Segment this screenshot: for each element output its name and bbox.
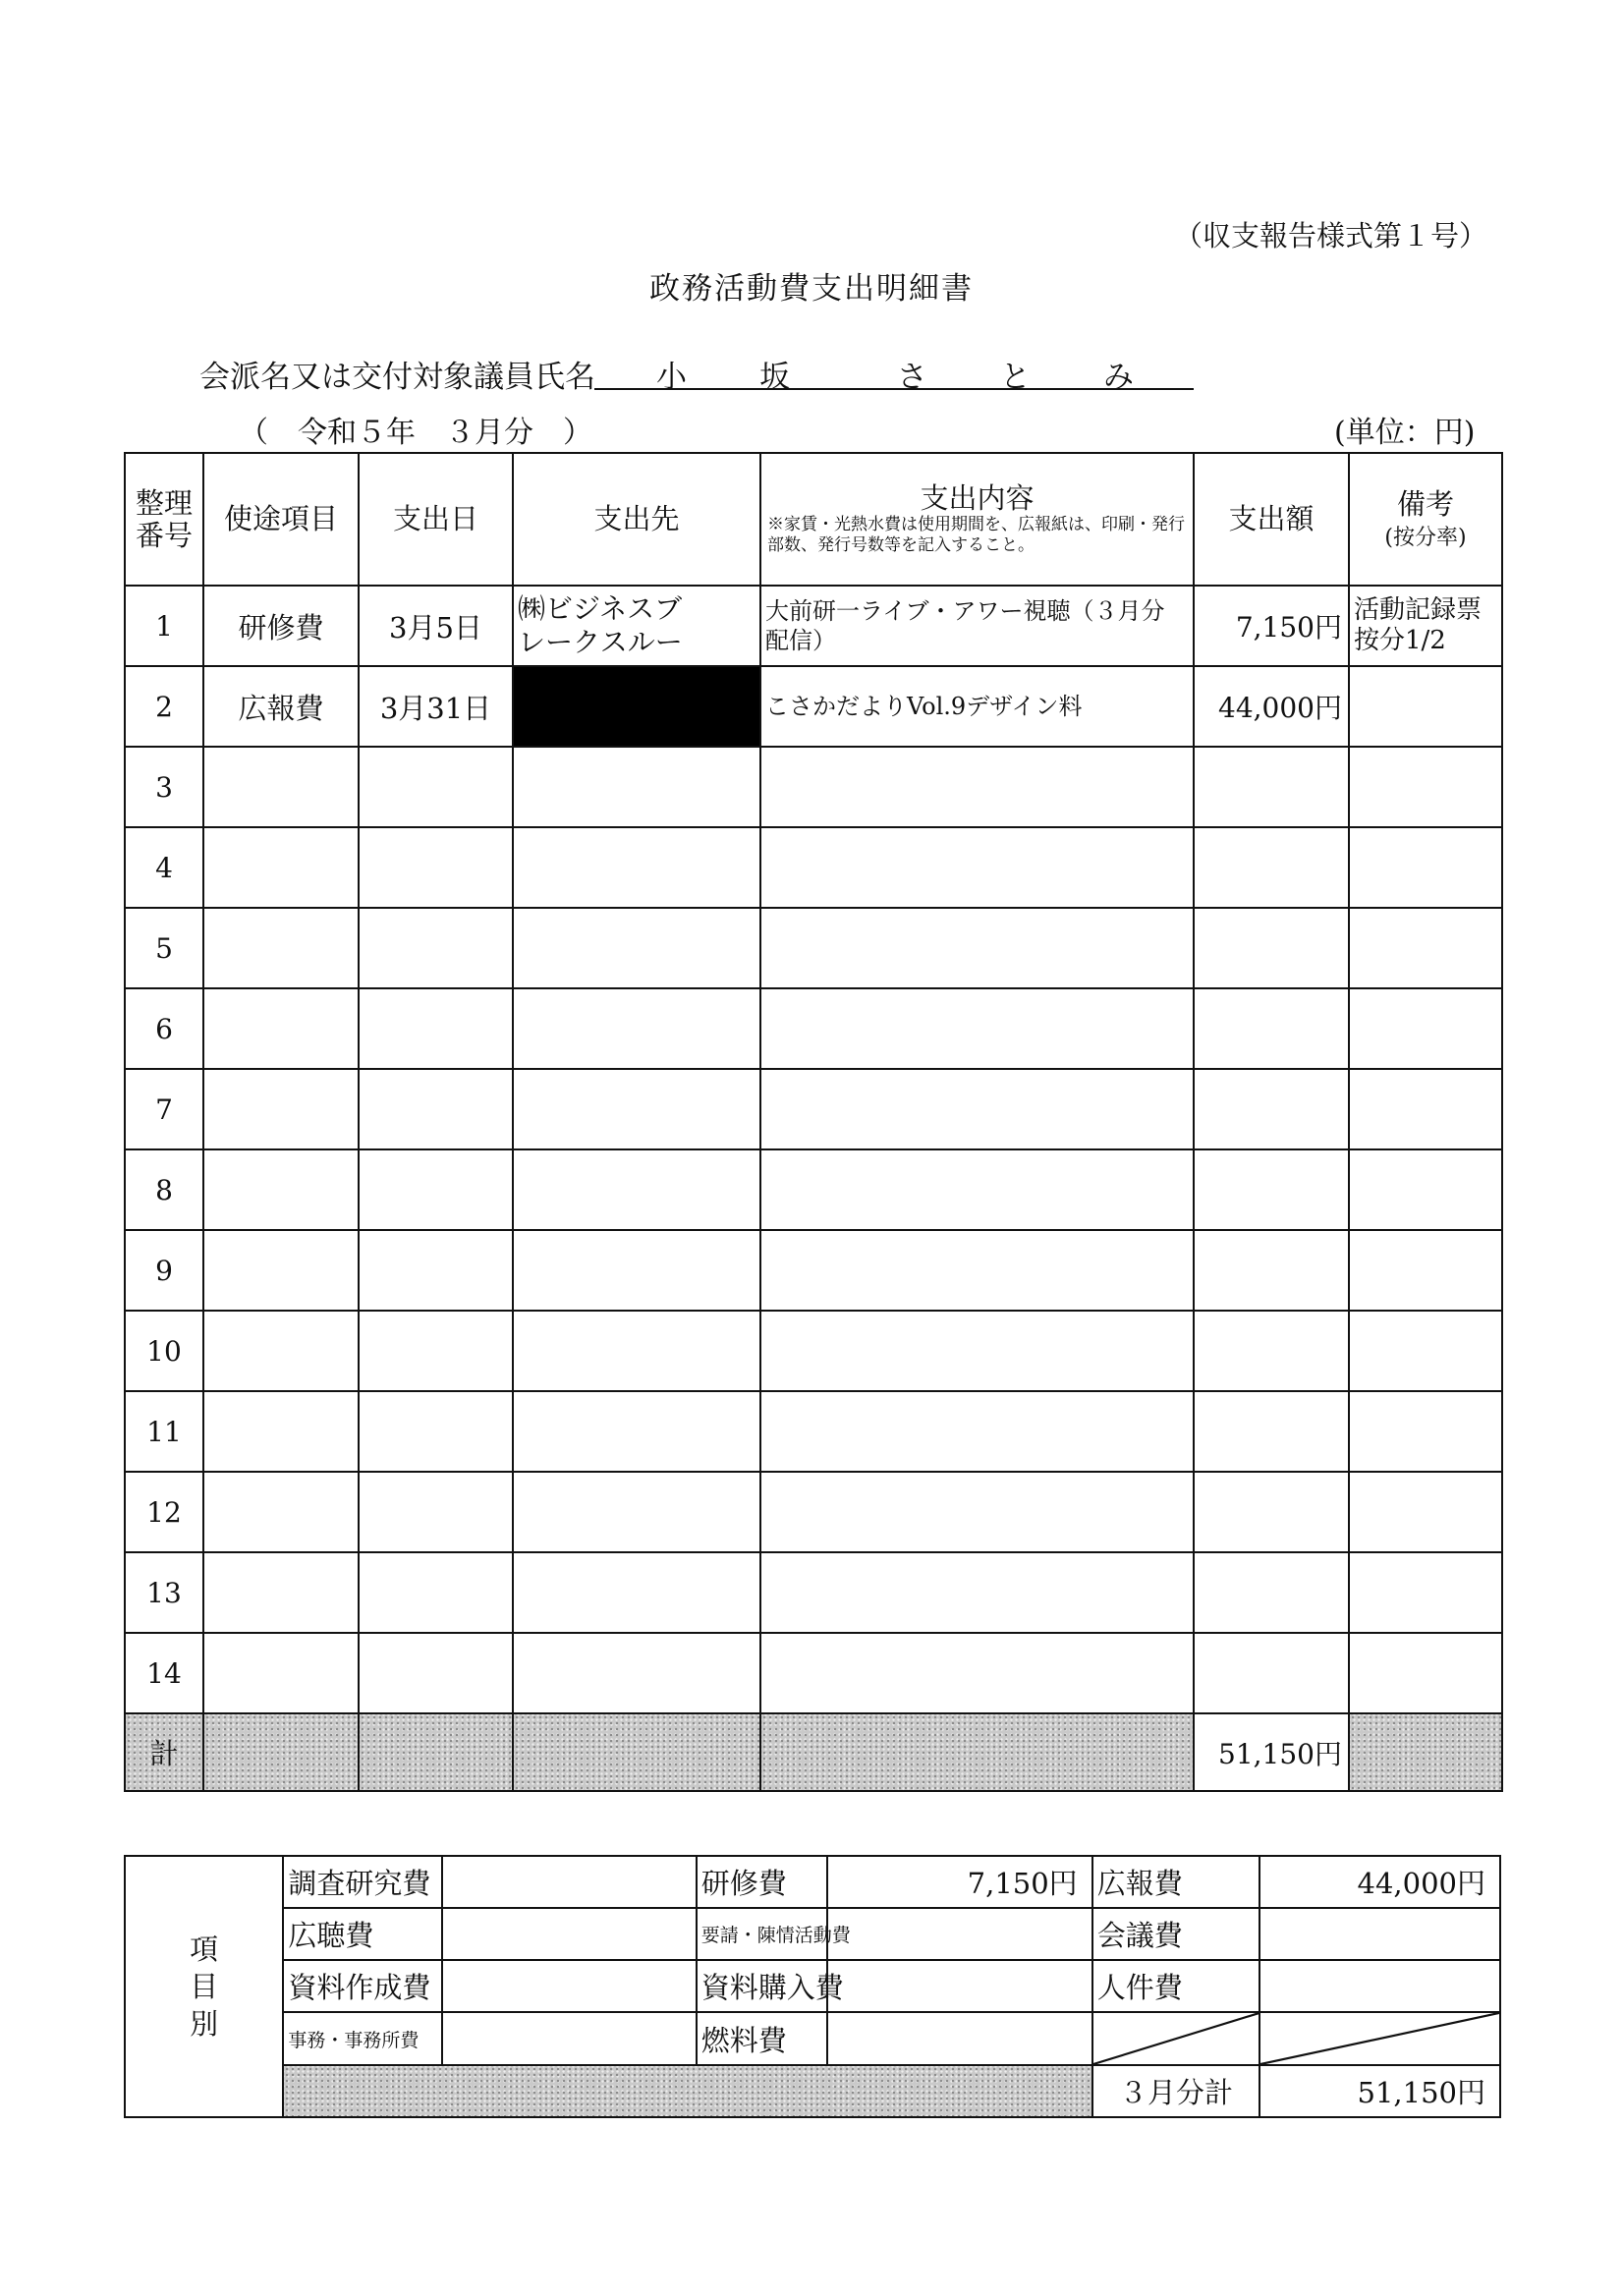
row-date: 3月5日 xyxy=(359,586,513,666)
value-jimusho xyxy=(442,2012,697,2065)
name-char: さ xyxy=(897,360,927,395)
row-number: 4 xyxy=(125,827,203,908)
header-payee: 支出先 xyxy=(513,453,760,586)
table-row xyxy=(125,988,1502,1069)
name-char: と xyxy=(1000,360,1031,395)
value-kaigi xyxy=(1259,1908,1500,1960)
name-char: 坂 xyxy=(759,360,790,395)
header-no: 整理番号 xyxy=(125,453,203,586)
name-label: 会派名又は交付対象議員氏名 xyxy=(199,360,595,395)
label-shiryo-konyu: 資料購入費 xyxy=(697,1960,828,2012)
row-content: 大前研一ライブ・アワー視聴（３月分 配信） xyxy=(760,586,1194,666)
summary-row xyxy=(125,1960,1500,2012)
summary-row xyxy=(125,2012,1500,2065)
strikethrough-cell xyxy=(1259,2012,1500,2065)
value-yosei xyxy=(827,1908,1091,1960)
table-row xyxy=(125,1230,1502,1311)
row-number: 9 xyxy=(125,1230,203,1311)
row-date: 3月31日 xyxy=(359,666,513,747)
summary-total-row xyxy=(125,2065,1500,2117)
row-payee: ㈱ビジネスブ レークスルー xyxy=(513,586,760,666)
label-koho: 広報費 xyxy=(1092,1856,1260,1908)
redacted-payee xyxy=(513,666,760,747)
header-use: 使途項目 xyxy=(203,453,359,586)
row-number: 14 xyxy=(125,1633,203,1713)
summary-row xyxy=(125,1856,1500,1908)
table-row xyxy=(125,747,1502,827)
label-kaigi: 会議費 xyxy=(1092,1908,1260,1960)
label-shiryo-sakusei: 資料作成費 xyxy=(283,1960,441,2012)
name-char: 小 xyxy=(656,360,687,395)
total-amount: 51,150円 xyxy=(1194,1713,1349,1791)
row-number: 3 xyxy=(125,747,203,827)
label-jinken: 人件費 xyxy=(1092,1960,1260,2012)
label-jimusho: 事務・事務所費 xyxy=(283,2012,441,2065)
table-row xyxy=(125,1311,1502,1391)
row-number: 5 xyxy=(125,908,203,988)
row-use: 広報費 xyxy=(203,666,359,747)
row-remarks: 活動記録票 按分1/2 xyxy=(1349,586,1502,666)
table-row xyxy=(125,908,1502,988)
month-total-label: ３月分計 xyxy=(1092,2065,1260,2117)
row-number: 7 xyxy=(125,1069,203,1149)
row-amount: 7,150円 xyxy=(1194,586,1349,666)
table-row xyxy=(125,586,1502,666)
row-use: 研修費 xyxy=(203,586,359,666)
report-period: （ 令和５年 ３月分 ） xyxy=(239,416,592,450)
table-row xyxy=(125,1633,1502,1713)
value-shiryo-konyu xyxy=(827,1960,1091,2012)
row-number: 8 xyxy=(125,1149,203,1230)
row-content: こさかだよりVol.9デザイン料 xyxy=(760,666,1194,747)
label-kocho: 広聴費 xyxy=(283,1908,441,1960)
value-kenshu: 7,150円 xyxy=(827,1856,1091,1908)
value-nenryo xyxy=(827,2012,1091,2065)
row-number: 12 xyxy=(125,1472,203,1552)
table-row xyxy=(125,1391,1502,1472)
label-yosei: 要請・陳情活動費 xyxy=(697,1908,828,1960)
table-row xyxy=(125,827,1502,908)
table-header-row xyxy=(125,453,1502,586)
table-row xyxy=(125,1472,1502,1552)
expense-detail-table xyxy=(124,452,1503,1792)
value-shiryo-sakusei xyxy=(442,1960,697,2012)
strikethrough-cell xyxy=(1092,2012,1260,2065)
value-jinken xyxy=(1259,1960,1500,2012)
shaded-area xyxy=(283,2065,1091,2117)
value-koho: 44,000円 xyxy=(1259,1856,1500,1908)
row-number: 11 xyxy=(125,1391,203,1472)
table-row xyxy=(125,1552,1502,1633)
name-char: み xyxy=(1103,360,1134,395)
row-number: 6 xyxy=(125,988,203,1069)
header-date: 支出日 xyxy=(359,453,513,586)
row-number: 10 xyxy=(125,1311,203,1391)
row-number: 2 xyxy=(125,666,203,747)
summary-side-label: 項 目 別 xyxy=(125,1856,283,2117)
table-row xyxy=(125,1149,1502,1230)
row-number: 1 xyxy=(125,586,203,666)
table-row xyxy=(125,666,1502,747)
table-row xyxy=(125,1069,1502,1149)
row-remarks xyxy=(1349,666,1502,747)
total-row xyxy=(125,1713,1502,1791)
label-nenryo: 燃料費 xyxy=(697,2012,828,2065)
row-number: 13 xyxy=(125,1552,203,1633)
month-total-value: 51,150円 xyxy=(1259,2065,1500,2117)
header-amount: 支出額 xyxy=(1194,453,1349,586)
label-kenshu: 研修費 xyxy=(697,1856,828,1908)
diagonal-line xyxy=(1093,2013,1259,2064)
diagonal-line xyxy=(1260,2013,1499,2064)
summary-row xyxy=(125,1908,1500,1960)
label-chosa: 調査研究費 xyxy=(283,1856,441,1908)
currency-unit: (単位：円) xyxy=(1334,416,1476,450)
header-content: 支出内容 ※家賃・光熱水費は使用期間を、広報紙は、印刷・発行部数、発行号数等を記入すること。 xyxy=(760,453,1194,586)
total-label: 計 xyxy=(125,1713,203,1791)
header-remarks: 備考 (按分率) xyxy=(1349,453,1502,586)
form-number: （収支報告様式第１号） xyxy=(1174,219,1488,252)
document-title: 政務活動費支出明細書 xyxy=(649,271,974,307)
value-kocho xyxy=(442,1908,697,1960)
category-summary-table xyxy=(124,1855,1501,2118)
row-amount: 44,000円 xyxy=(1194,666,1349,747)
value-chosa xyxy=(442,1856,697,1908)
